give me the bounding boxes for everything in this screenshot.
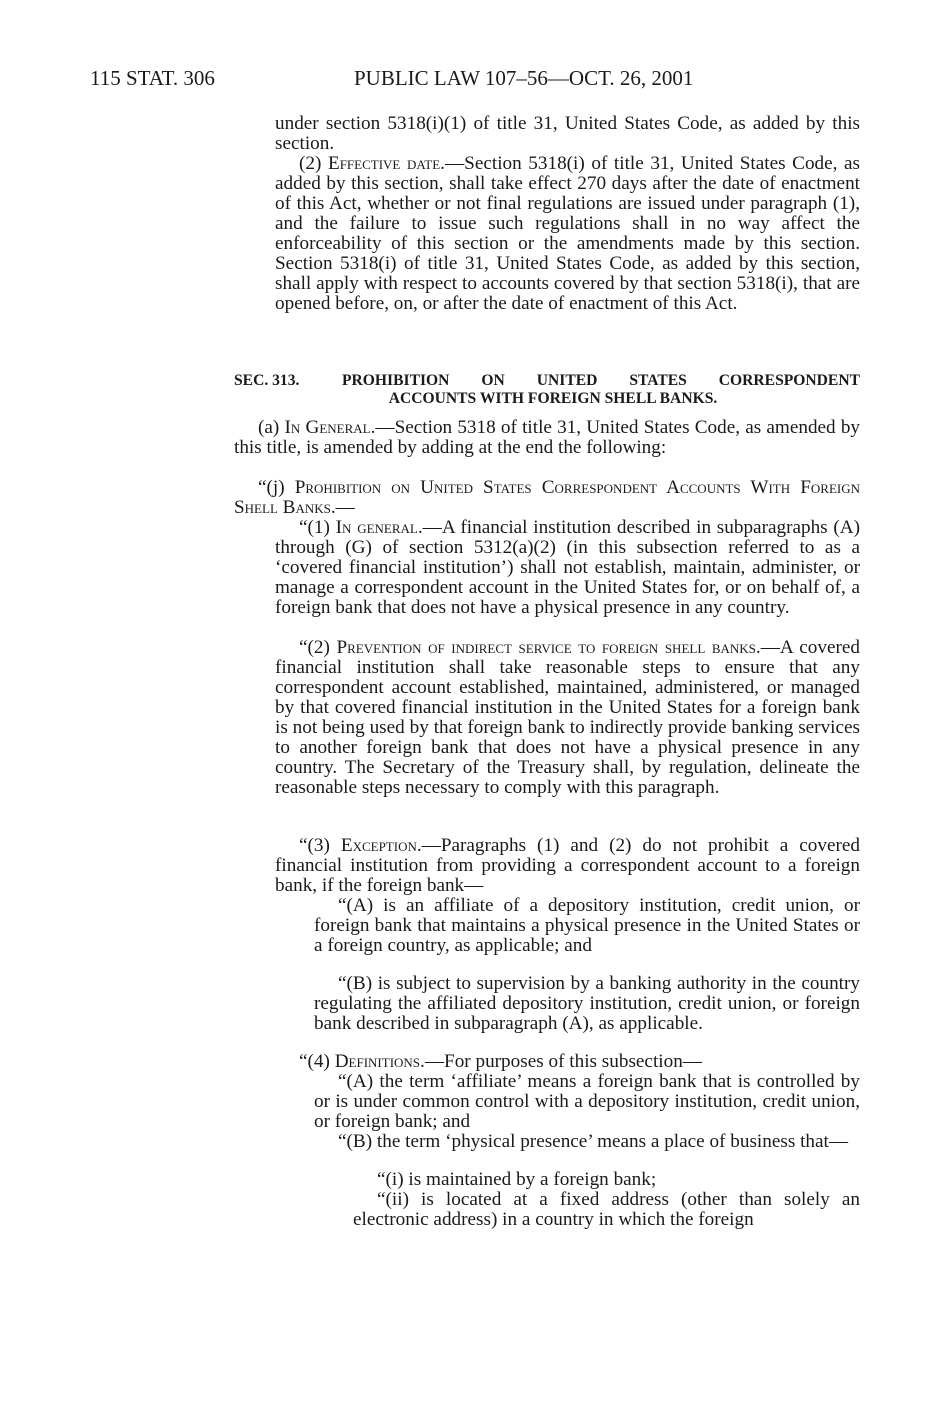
section-heading xyxy=(234,372,860,408)
subparagraph-4A: “(A) the term ‘affiliate’ means a foreign bank that is controlled by or is under common control with a depository institution, credit union, or foreign bank; and xyxy=(314,1071,860,1132)
subparagraph-3B: “(B) is subject to supervision by a banking authority in the country regulating the affiliated depository institution, credit union, or foreign bank described in subparagraph (A), as applicable. xyxy=(314,973,860,1034)
page-reference: 115 STAT. 306 xyxy=(90,66,215,90)
section-number: SEC. 313. xyxy=(234,372,300,389)
paragraph-heading: Exception. xyxy=(340,835,422,856)
paragraph-heading: Definitions. xyxy=(334,1051,425,1072)
paragraph-heading: Prevention of indirect service to foreign shell banks. xyxy=(336,637,761,658)
clause-4Bii: “(ii) is located at a fixed address (other than solely an electronic address) in a country in which the foreign xyxy=(353,1189,860,1230)
paragraph-2: “(2) Prevention of indirect service to foreign shell banks.—A covered financial institution shall take reasonable steps to ensure that any correspondent account established, maintained, administered, or managed by that covered financial institution in the United States for a foreign bank is not being used by that foreign bank to indirectly provide banking services to another foreign bank that does not have a physical presence in any country. The Secretary of the Treasury shall, by regulation, delineate the reasonable steps necessary to comply with this paragraph. xyxy=(275,637,860,798)
subparagraph-3A: “(A) is an affiliate of a depository institution, credit union, or foreign bank that maintains a physical presence in the United States or a foreign country, as applicable; and xyxy=(314,895,860,956)
running-title: PUBLIC LAW 107–56—OCT. 26, 2001 xyxy=(354,66,694,90)
paragraph-4: “(4) Definitions.—For purposes of this subsection— xyxy=(299,1051,702,1072)
clause-4Bi: “(i) is maintained by a foreign bank; xyxy=(377,1169,657,1190)
section-title-line1: PROHIBITION ON UNITED STATES CORRESPONDENT xyxy=(342,372,860,389)
subsection-j-title: Prohibition on United States Correspondent Accounts With Foreign Shell Banks. xyxy=(234,477,860,518)
subparagraph-4B: “(B) the term ‘physical presence’ means a place of business that— xyxy=(338,1131,849,1152)
continuation-paragraph: under section 5318(i)(1) of title 31, United States Code, as added by this section. xyxy=(275,113,860,154)
paragraph-heading: Effective date. xyxy=(327,153,445,174)
subsection-a: (a) In General.—Section 5318 of title 31, United States Code, as amended by this title, is amended by adding at the end the following: xyxy=(234,417,861,458)
subsection-heading: In General. xyxy=(284,417,376,438)
subsection-j-heading: “(j) Prohibition on United States Correspondent Accounts With Foreign Shell Banks.— xyxy=(234,477,860,518)
paragraph-heading: In general. xyxy=(335,517,423,538)
paragraph-3: “(3) Exception.—Paragraphs (1) and (2) do not prohibit a covered financial institution from providing a correspondent account to a foreign bank, if the foreign bank— xyxy=(275,835,860,896)
effective-date-paragraph: (2) Effective date.—Section 5318(i) of title 31, United States Code, as added by this section, shall take effect 270 days after the date of enactment of this Act, whether or not final regulations are issued under paragraph (1), and the failure to issue such regulations shall in no way affect the enforceability of this section or the amendments made by this section. Section 5318(i) of title 31, United States Code, as added by this section, shall apply with respect to accounts covered by that section 5318(i), that are opened before, on, or after the date of enactment of this Act. xyxy=(275,153,861,314)
paragraph-1: “(1) In general.—A financial institution described in subparagraphs (A) through (G) of section 5312(a)(2) (in this subsection referred to as a ‘covered financial institution’) shall not establish, maintain, administer, or manage a correspondent account in the United States for, or on behalf of, a foreign bank that does not have a physical presence in any country. xyxy=(275,517,861,618)
section-title-line2: ACCOUNTS WITH FOREIGN SHELL BANKS. xyxy=(388,390,718,407)
